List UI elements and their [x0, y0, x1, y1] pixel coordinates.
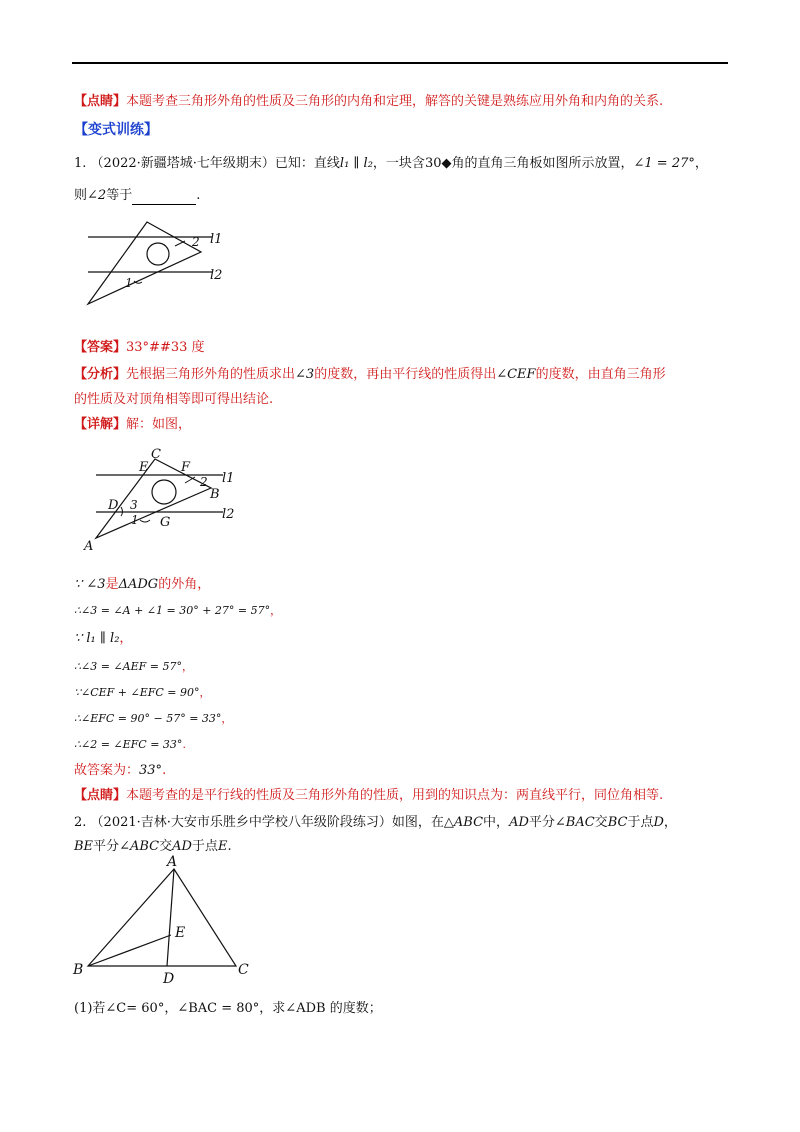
q2-number: 2.	[74, 815, 87, 830]
q2-e: E	[217, 839, 228, 854]
tip-1-head: 【点睛】	[74, 94, 127, 109]
fig3-triangle-abc	[88, 869, 236, 966]
q2-bac: ∠BAC	[554, 815, 595, 830]
q2-t6: 平分	[93, 839, 120, 854]
q2-t9: .	[227, 839, 232, 854]
step-5-text: ∵∠CEF + ∠EFC = 90°	[74, 686, 200, 699]
tip-2-body: 本题考查的是平行线的性质及三角形外角的性质，用到的知识点为：两直线平行，同位角相等.	[126, 788, 664, 803]
analysis-text-a: 先根据三角形外角的性质求出	[126, 367, 296, 382]
q1-given: ∠1 = 27°	[633, 156, 695, 171]
fig1-label-l2: l2	[210, 268, 223, 283]
answer-body: 33°##33 度	[126, 340, 205, 355]
fig2-label-F: F	[181, 460, 191, 475]
q1-deg30: 30	[424, 156, 442, 171]
step-4-end: ，	[181, 660, 193, 673]
fig3-segment-be	[88, 935, 171, 966]
section-title-text: 【变式训练】	[74, 122, 158, 138]
analysis-text-d: 的性质及对顶角相等即可得出结论.	[74, 392, 274, 407]
q2-be: BE	[74, 839, 94, 854]
fig2-label-G: G	[160, 515, 171, 530]
fig3-segment-ad	[167, 869, 174, 966]
step-4-text: ∴∠3 = ∠AEF = 57°	[74, 660, 182, 673]
fig1-label-2: 2	[192, 235, 200, 249]
q1-parallel: l₁ ∥ l₂	[339, 156, 373, 171]
step-2-text: ∴∠3 = ∠A + ∠1 = 30° + 27° = 57°	[74, 604, 271, 617]
q2-bc: BC	[607, 815, 628, 830]
fig2-label-C: C	[151, 447, 161, 462]
q1-angle2: ∠2	[87, 188, 107, 203]
fig3-label-C: C	[238, 962, 249, 978]
fig2-label-2: 2	[200, 475, 208, 489]
q2-ad-2: AD	[172, 839, 192, 854]
step-1-d: 的外角，	[158, 577, 211, 592]
step-6-text: ∴∠EFC = 90° − 57° = 33°	[74, 712, 222, 725]
q2-t5: ，	[663, 815, 677, 830]
step-5-end: ，	[199, 686, 211, 699]
step-3-end: ，	[119, 631, 133, 646]
fig1-label-l1: l1	[210, 232, 223, 247]
q2-source: （2021·吉林·大安市乐胜乡中学校八年级阶段练习）如图，在	[90, 815, 444, 830]
q2-t1: 中，	[483, 815, 510, 830]
q2-t7: 交	[159, 839, 173, 854]
fig3-label-B: B	[73, 962, 84, 978]
q1-source: （2022·新疆塔城·七年级期末）已知：直线	[90, 156, 340, 171]
analysis-text-b: 的度数，再由平行线的性质得出	[314, 367, 497, 382]
fig2-label-B: B	[210, 487, 220, 502]
q2-ad: AD	[509, 815, 529, 830]
q1-degree-glyph-icon: ◆	[441, 156, 452, 171]
fig3-label-E: E	[175, 925, 186, 941]
q2-t2: 平分	[528, 815, 555, 830]
q2-abc: ∠ABC	[119, 839, 160, 854]
q2-sub-1-text: (1)若∠C= 60°，∠BAC = 80°，求∠ADB 的度数；	[74, 1001, 382, 1016]
q2-tri: △ABC	[443, 815, 484, 830]
step-1-a: ∵ ∠3	[74, 577, 106, 592]
detail-head: 【详解】	[74, 417, 127, 432]
step-7-text: ∴∠2 = ∠EFC = 33°	[74, 738, 183, 751]
step-3-text: ∵ l₁ ∥ l₂	[74, 631, 120, 646]
q1-number: 1.	[74, 156, 87, 171]
fig2-label-E: E	[139, 460, 149, 475]
tip-2-head: 【点睛】	[74, 788, 127, 803]
analysis-text-c: 的度数，由直角三角形	[535, 367, 666, 382]
q1-then: 则	[74, 188, 88, 203]
fig2-label-A: A	[84, 539, 94, 554]
step-7-end: .	[182, 738, 186, 751]
fig2-label-D: D	[108, 498, 119, 513]
fig2-label-l1: l1	[222, 471, 235, 486]
fig2-label-l2: l2	[222, 507, 235, 522]
detail-body: 解：如图，	[126, 417, 192, 432]
fig2-label-1: 1	[131, 513, 139, 527]
step-answer-b: 33°	[139, 763, 163, 778]
fig1-label-1: 1	[125, 276, 133, 290]
q2-sub-1	[74, 1000, 382, 1018]
step-6-end: ，	[221, 712, 233, 725]
q1-end: ，	[694, 156, 708, 171]
q1-period: .	[196, 188, 201, 203]
step-1-b: 是	[105, 577, 119, 592]
q2-d: D	[653, 815, 664, 830]
step-answer-a: 故答案为：	[74, 763, 140, 778]
analysis-angle3: ∠3	[295, 367, 315, 382]
q1-equals: 等于	[106, 188, 133, 203]
analysis-cef: ∠CEF	[496, 367, 536, 382]
q1-mid: ，一块含	[372, 156, 425, 171]
fig3-label-D: D	[163, 971, 175, 987]
analysis-head: 【分析】	[74, 367, 127, 382]
answer-head: 【答案】	[74, 340, 127, 355]
q2-t8: 于点	[191, 839, 218, 854]
fig3-label-A: A	[167, 854, 178, 870]
tip-1-body: 本题考查三角形外角的性质及三角形的内角和定理，解答的关键是熟练应用外角和内角的关系.	[126, 94, 664, 109]
step-1-c: ΔADG	[118, 577, 159, 592]
q2-t3: 交	[594, 815, 608, 830]
q1-mid2: 角的直角三角板如图所示放置，	[451, 156, 634, 171]
step-2-end: ，	[270, 604, 282, 617]
step-answer-c: .	[162, 763, 167, 778]
fig2-label-3: 3	[130, 498, 138, 512]
q2-t4: 于点	[627, 815, 654, 830]
